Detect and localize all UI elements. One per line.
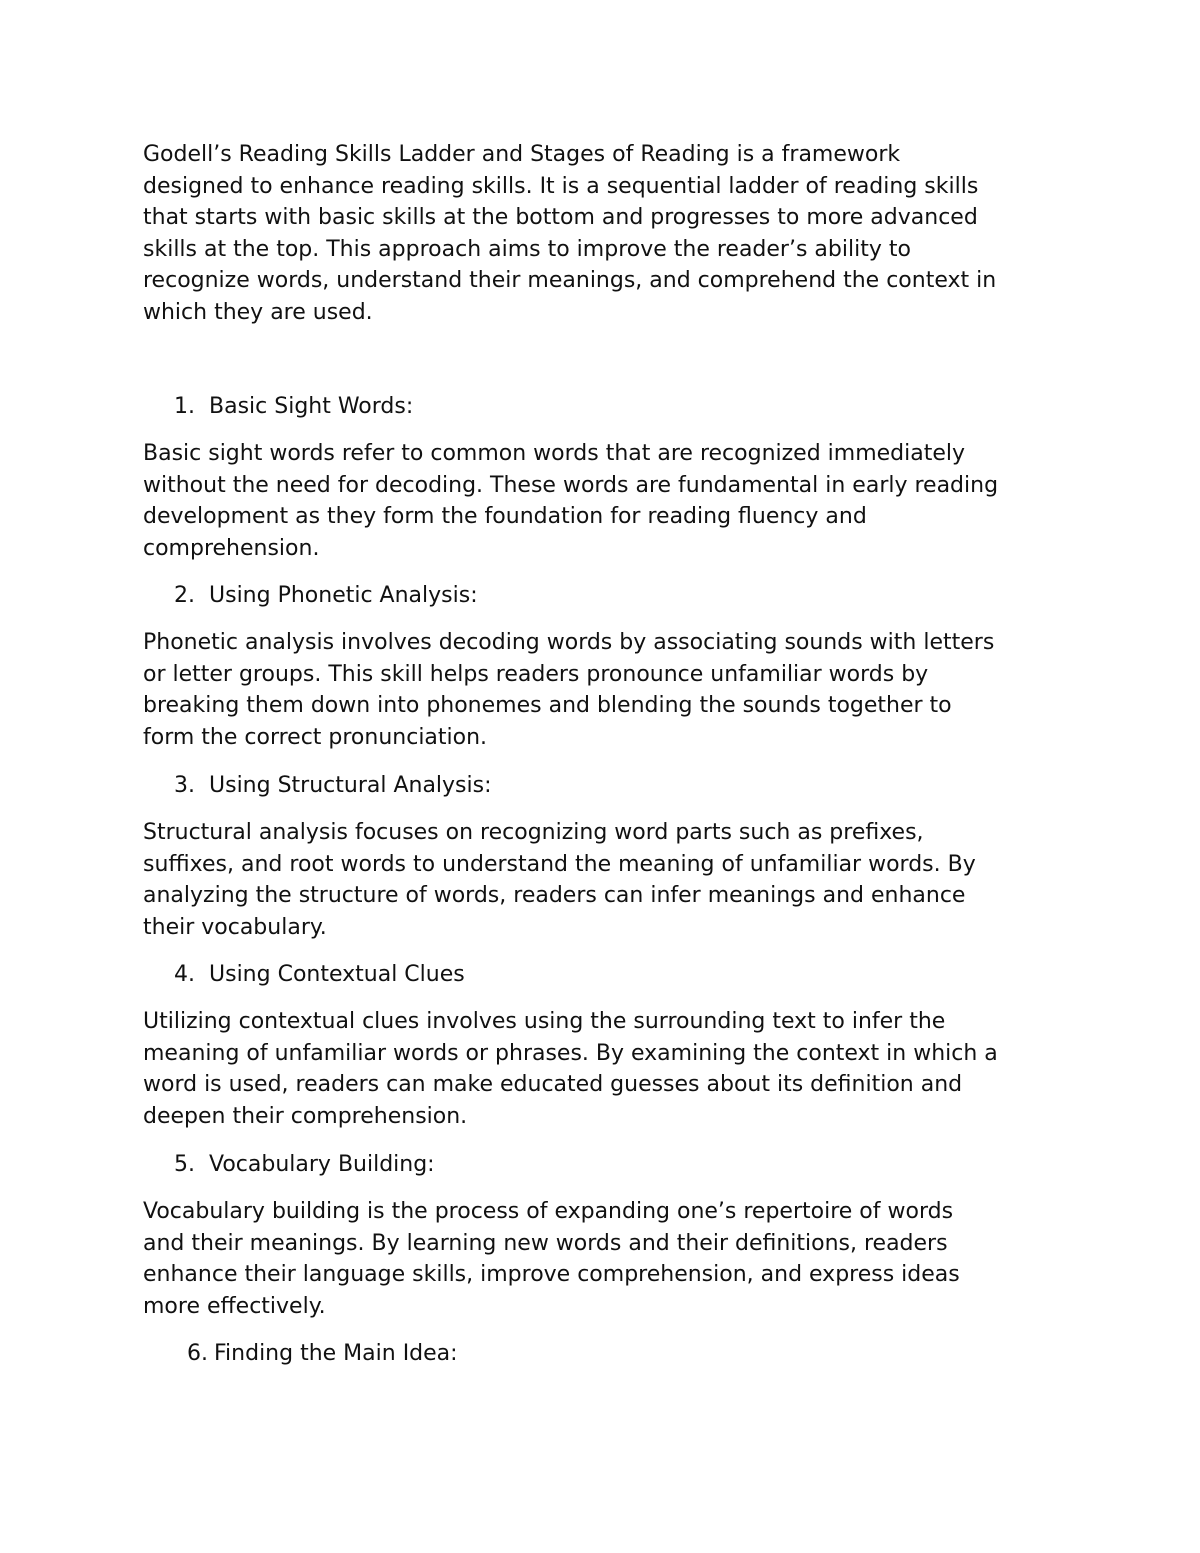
text-line: development as they form the foundation for reading fluency and (143, 504, 867, 530)
section-heading (174, 1149, 435, 1181)
text-line: meaning of unfamiliar words or phrases. By examining the context in which a (143, 1040, 998, 1066)
text-line: comprehension. (143, 535, 320, 561)
section-paragraph (143, 438, 998, 564)
list-number: 1. (174, 394, 195, 419)
text-line: Utilizing contextual clues involves using the surrounding text to infer the (143, 1009, 946, 1034)
section-title: Vocabulary Building: (209, 1152, 435, 1177)
text-line: Godell’s Reading Skills Ladder and Stages of Reading is a framework (143, 142, 901, 167)
text-line: suffixes, and root words to understand the meaning of unfamiliar words. By (143, 851, 976, 877)
section-title: Finding the Main Idea: (214, 1341, 458, 1366)
text-line: skills at the top. This approach aims to improve the reader’s ability to (143, 236, 911, 262)
list-number: 3. (174, 773, 195, 798)
text-line: their vocabulary. (143, 914, 327, 940)
section-paragraph (143, 1006, 998, 1132)
text-line: which they are used. (143, 299, 373, 325)
section-title: Using Phonetic Analysis: (209, 583, 478, 608)
section-paragraph (143, 817, 976, 943)
text-line: enhance their language skills, improve comprehension, and express ideas (143, 1262, 960, 1288)
text-line: Basic sight words refer to common words that are recognized immediately (143, 441, 966, 466)
text-line: word is used, readers can make educated guesses about its definition and (143, 1072, 963, 1098)
list-number: 4. (174, 962, 195, 987)
section-title: Using Structural Analysis: (209, 773, 492, 798)
section-title: Basic Sight Words: (209, 394, 414, 419)
section-heading (174, 770, 492, 802)
text-line: Vocabulary building is the process of expanding one’s repertoire of words (143, 1199, 954, 1224)
text-line: Phonetic analysis involves decoding words by associating sounds with letters (143, 630, 995, 655)
text-line: Structural analysis focuses on recognizing word parts such as prefixes, (143, 820, 924, 845)
text-line: form the correct pronunciation. (143, 724, 488, 750)
list-number: 6. (187, 1341, 208, 1366)
text-line: more effectively. (143, 1293, 326, 1319)
text-line: or letter groups. This skill helps readers pronounce unfamiliar words by (143, 661, 929, 687)
text-line: recognize words, understand their meanings, and comprehend the context in (143, 268, 997, 294)
section-heading (174, 959, 465, 991)
text-line: without the need for decoding. These words are fundamental in early reading (143, 472, 999, 498)
section-heading (187, 1338, 458, 1370)
list-number: 2. (174, 583, 195, 608)
section-heading (174, 391, 413, 423)
section-title: Using Contextual Clues (209, 962, 465, 987)
text-line: deepen their comprehension. (143, 1103, 468, 1129)
section-paragraph (143, 1196, 960, 1322)
text-line: analyzing the structure of words, readers can infer meanings and enhance (143, 883, 966, 909)
text-line: and their meanings. By learning new words and their definitions, readers (143, 1230, 948, 1256)
intro-paragraph (143, 139, 996, 329)
section-heading (174, 580, 478, 612)
list-number: 5. (174, 1152, 195, 1177)
section-paragraph (143, 627, 994, 753)
text-line: breaking them down into phonemes and blending the sounds together to (143, 693, 952, 719)
text-line: that starts with basic skills at the bottom and progresses to more advanced (143, 205, 978, 231)
text-line: designed to enhance reading skills. It is a sequential ladder of reading skills (143, 173, 979, 199)
